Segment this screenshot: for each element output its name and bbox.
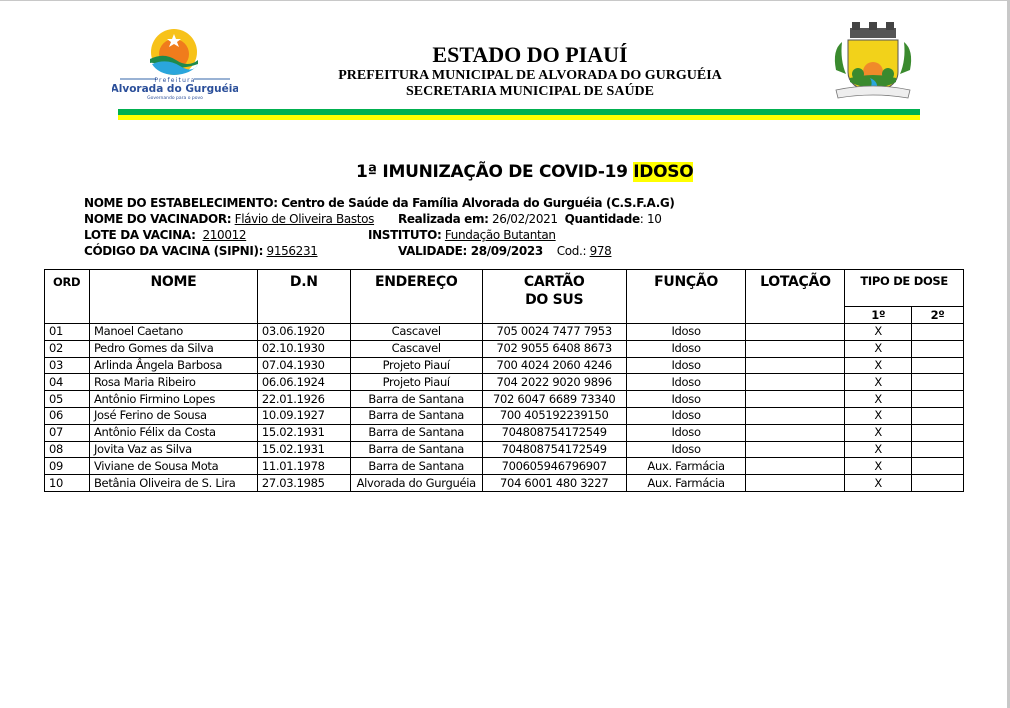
vaccine-code-label: CÓDIGO DA VACINA (SIPNI): [84, 244, 264, 258]
cell-lotacao [746, 441, 845, 458]
cell-cartao: 702 6047 6689 73340 [482, 391, 626, 408]
cell-lotacao [746, 324, 845, 341]
cell-ord: 04 [45, 374, 90, 391]
cell-dose-1: X [845, 424, 912, 441]
cell-endereco: Cascavel [350, 324, 482, 341]
lot-label: LOTE DA VACINA: [84, 228, 196, 242]
cell-lotacao [746, 424, 845, 441]
cell-dose-2 [912, 374, 964, 391]
cell-dn: 02.10.1930 [257, 340, 350, 357]
table-body [45, 324, 964, 492]
cell-dn: 15.02.1931 [257, 441, 350, 458]
vaccine-code-value: 9156231 [266, 244, 318, 258]
date-label: Realizada em: [398, 212, 489, 226]
institute-value: Fundação Butantan [444, 228, 556, 242]
cell-cartao: 704808754172549 [482, 441, 626, 458]
cell-funcao: Idoso [626, 324, 746, 341]
cell-nome: Viviane de Sousa Mota [89, 458, 257, 475]
table-row [45, 424, 964, 441]
cell-lotacao [746, 357, 845, 374]
cell-endereco: Barra de Santana [350, 407, 482, 424]
cell-cartao: 700 4024 2060 4246 [482, 357, 626, 374]
cell-dn: 10.09.1927 [257, 407, 350, 424]
cell-nome: Manoel Caetano [89, 324, 257, 341]
document-title-highlight: IDOSO [633, 162, 694, 182]
cell-ord: 10 [45, 475, 90, 492]
cell-funcao: Idoso [626, 374, 746, 391]
header-endereco: ENDEREÇO [350, 270, 482, 324]
cell-dose-2 [912, 475, 964, 492]
cell-funcao: Idoso [626, 441, 746, 458]
header-nome: NOME [89, 270, 257, 324]
cell-dn: 03.06.1920 [257, 324, 350, 341]
vaccinator-label: NOME DO VACINADOR: [84, 212, 232, 226]
cell-ord: 06 [45, 407, 90, 424]
cell-nome: José Ferino de Sousa [89, 407, 257, 424]
cell-lotacao [746, 407, 845, 424]
cell-ord: 08 [45, 441, 90, 458]
cell-endereco: Barra de Santana [350, 424, 482, 441]
cell-dose-2 [912, 340, 964, 357]
header-cartao [482, 270, 626, 324]
cell-dose-2 [912, 357, 964, 374]
cell-cartao: 704808754172549 [482, 424, 626, 441]
table-row [45, 407, 964, 424]
table-row [45, 441, 964, 458]
table-row [45, 475, 964, 492]
cell-ord: 07 [45, 424, 90, 441]
cell-dn: 22.01.1926 [257, 391, 350, 408]
header-ord: ORD [45, 270, 90, 324]
document-title [356, 162, 693, 182]
header-city-hall: PREFEITURA MUNICIPAL DE ALVORADA DO GURGUÉIA [338, 68, 722, 83]
cell-dose-2 [912, 424, 964, 441]
cell-dose-2 [912, 441, 964, 458]
cell-dose-1: X [845, 374, 912, 391]
cell-nome: Antônio Firmino Lopes [89, 391, 257, 408]
vaccinator-line [84, 212, 374, 226]
cell-cartao: 705 0024 7477 7953 [482, 324, 626, 341]
cell-funcao: Idoso [626, 340, 746, 357]
cell-cartao: 702 9055 6408 8673 [482, 340, 626, 357]
quantity-label: Quantidade [564, 212, 640, 226]
cell-endereco: Cascavel [350, 340, 482, 357]
cell-dose-1: X [845, 475, 912, 492]
cell-lotacao [746, 374, 845, 391]
table-row [45, 374, 964, 391]
cell-endereco: Projeto Piauí [350, 374, 482, 391]
header-divider-yellow [118, 115, 920, 120]
cell-nome: Pedro Gomes da Silva [89, 340, 257, 357]
header-state: ESTADO DO PIAUÍ [432, 42, 628, 67]
cell-endereco: Projeto Piauí [350, 357, 482, 374]
cell-endereco: Alvorada do Gurguéia [350, 475, 482, 492]
cell-lotacao [746, 475, 845, 492]
cell-endereco: Barra de Santana [350, 391, 482, 408]
quantity-value: : 10 [639, 212, 662, 226]
cell-endereco: Barra de Santana [350, 458, 482, 475]
city-logo [112, 28, 238, 104]
establishment-value: Centro de Saúde da Família Alvorada do Gurguéia (C.S.F.A.G) [281, 196, 675, 210]
validity-line [398, 244, 611, 258]
cell-dose-1: X [845, 340, 912, 357]
header-tipo-dose: TIPO DE DOSE [845, 270, 964, 307]
cell-funcao: Aux. Farmácia [626, 475, 746, 492]
cell-nome: Arlinda Ângela Barbosa [89, 357, 257, 374]
cell-nome: Jovita Vaz as Silva [89, 441, 257, 458]
cell-dose-2 [912, 407, 964, 424]
cell-cartao: 704 6001 480 3227 [482, 475, 626, 492]
cell-dn: 15.02.1931 [257, 424, 350, 441]
cell-nome: Antônio Félix da Costa [89, 424, 257, 441]
table-row [45, 340, 964, 357]
cell-dose-1: X [845, 458, 912, 475]
cell-dose-2 [912, 324, 964, 341]
cell-dn: 06.06.1924 [257, 374, 350, 391]
cell-ord: 01 [45, 324, 90, 341]
header-dn: D.N [257, 270, 350, 324]
cell-nome: Rosa Maria Ribeiro [89, 374, 257, 391]
cell-dose-2 [912, 458, 964, 475]
cell-funcao: Idoso [626, 391, 746, 408]
cell-dose-1: X [845, 391, 912, 408]
table-row [45, 324, 964, 341]
header-dose-1: 1º [845, 307, 912, 324]
cell-cartao: 700605946796907 [482, 458, 626, 475]
header-funcao: FUNÇÃO [626, 270, 746, 324]
cell-dn: 27.03.1985 [257, 475, 350, 492]
cell-funcao: Aux. Farmácia [626, 458, 746, 475]
header-cartao-line2: DO SUS [525, 292, 584, 308]
cell-dn: 11.01.1978 [257, 458, 350, 475]
cell-ord: 05 [45, 391, 90, 408]
header-lotacao: LOTAÇÃO [746, 270, 845, 324]
establishment-label: NOME DO ESTABELECIMENTO: [84, 196, 278, 210]
cell-cartao: 704 2022 9020 9896 [482, 374, 626, 391]
cell-endereco: Barra de Santana [350, 441, 482, 458]
cell-lotacao [746, 340, 845, 357]
cell-funcao: Idoso [626, 424, 746, 441]
coat-of-arms [828, 20, 918, 104]
logo-top-text: Prefeitura [154, 77, 196, 84]
header-cartao-line1: CARTÃO [523, 274, 585, 290]
header-secretariat: SECRETARIA MUNICIPAL DE SAÚDE [405, 84, 655, 99]
cell-cartao: 700 405192239150 [482, 407, 626, 424]
cell-dose-1: X [845, 441, 912, 458]
document-title-main: 1ª IMUNIZAÇÃO DE COVID-19 [356, 162, 628, 182]
vaccinator-value: Flávio de Oliveira Bastos [234, 212, 375, 226]
cell-dose-1: X [845, 324, 912, 341]
cell-dn: 07.04.1930 [257, 357, 350, 374]
table-header-row [45, 270, 964, 307]
vaccination-table [44, 269, 964, 492]
logo-slogan-text: Governando para o povo [147, 96, 203, 101]
cell-dose-1: X [845, 407, 912, 424]
cell-ord: 09 [45, 458, 90, 475]
table-row [45, 391, 964, 408]
lot-line [84, 228, 246, 242]
logo-name-text: Alvorada do Gurguéia [112, 83, 238, 95]
institute-label: INSTITUTO: [368, 228, 442, 242]
cell-nome: Betânia Oliveira de S. Lira [89, 475, 257, 492]
cell-dose-1: X [845, 357, 912, 374]
institute-line [368, 228, 556, 242]
lot-value: 210012 [202, 228, 247, 242]
cod-label: Cod.: [556, 244, 587, 258]
cell-dose-2 [912, 391, 964, 408]
vaccine-code-line [84, 244, 318, 258]
date-value: 26/02/2021 [492, 212, 558, 226]
cell-ord: 02 [45, 340, 90, 357]
establishment-line [84, 196, 675, 210]
cell-lotacao [746, 391, 845, 408]
cod-value: 978 [589, 244, 612, 258]
table-row [45, 458, 964, 475]
cell-funcao: Idoso [626, 407, 746, 424]
cell-ord: 03 [45, 357, 90, 374]
cell-lotacao [746, 458, 845, 475]
date-quantity-line [398, 212, 662, 226]
validity-label: VALIDADE: 28/09/2023 [398, 244, 543, 258]
table-row [45, 357, 964, 374]
header-dose-2: 2º [912, 307, 964, 324]
cell-funcao: Idoso [626, 357, 746, 374]
